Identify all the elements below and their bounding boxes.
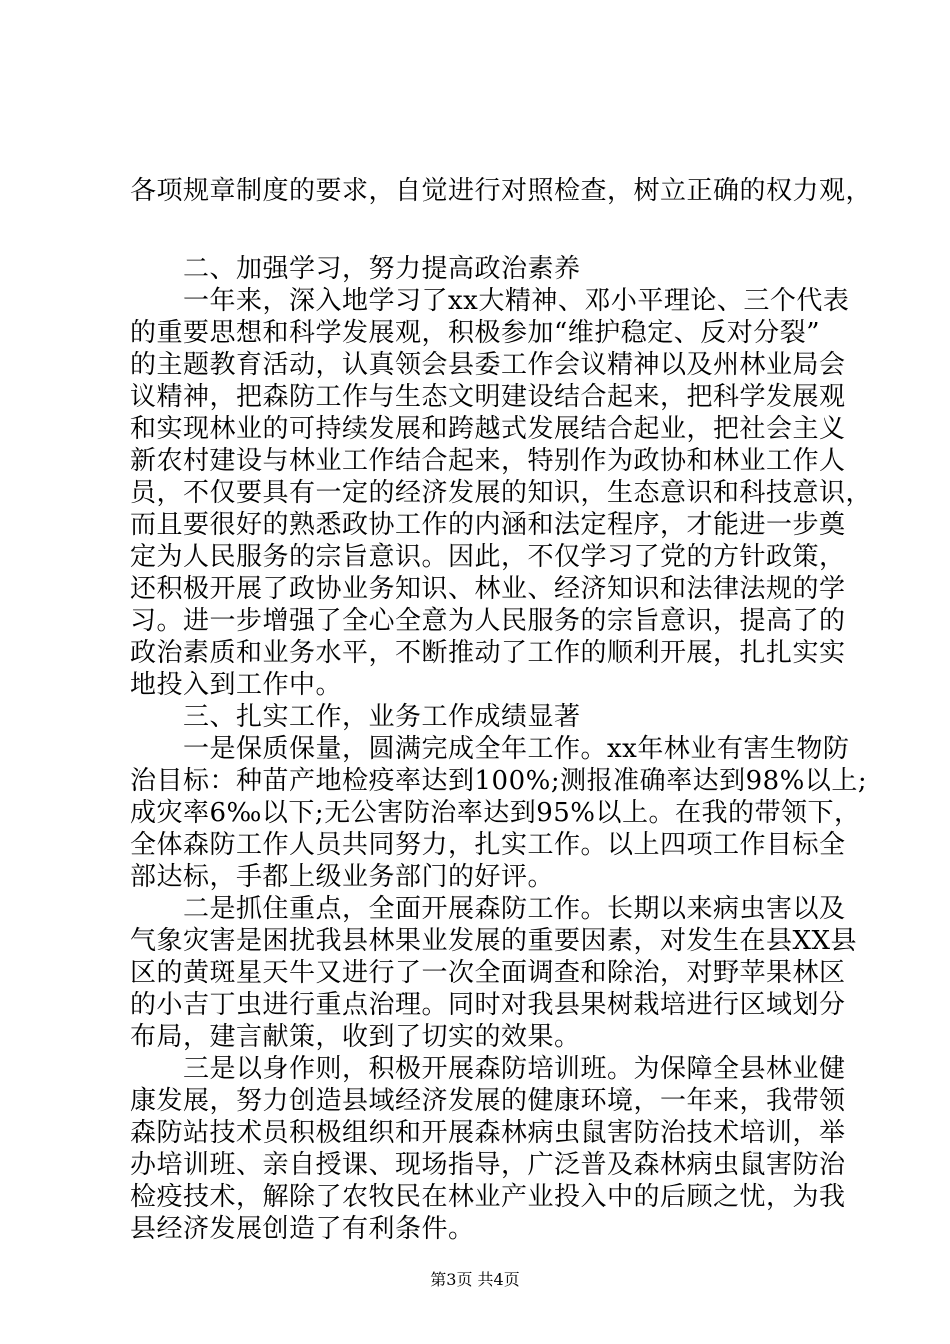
- text-line: 定为人民服务的宗旨意识。因此，不仅学习了党的方针政策，: [130, 542, 846, 572]
- text-line: 县经济发展创造了有利条件。: [130, 1214, 475, 1244]
- text-line: 地投入到工作中。: [130, 670, 343, 700]
- text-line: 还积极开展了政协业务知识、林业、经济知识和法律法规的学: [130, 574, 846, 604]
- text-line: 的小吉丁虫进行重点治理。同时对我县果树栽培进行区域划分: [130, 990, 846, 1020]
- text-line: 三是以身作则，积极开展森防培训班。为保障全县林业健: [130, 1054, 846, 1084]
- text-line: 一年来，深入地学习了xx大精神、邓小平理论、三个代表: [130, 286, 850, 316]
- text-line: 而且要很好的熟悉政协工作的内涵和法定程序，才能进一步奠: [130, 510, 846, 540]
- text-line: 森防站技术员积极组织和开展森林病虫鼠害防治技术培训，举: [130, 1118, 846, 1148]
- text-line: 成灾率6‰以下;无公害防治率达到95%以上。在我的带领下，: [130, 798, 861, 828]
- text-line: 议精神，把森防工作与生态文明建设结合起来，把科学发展观: [130, 382, 846, 412]
- paragraph-gap: [130, 207, 830, 253]
- text-line: 员，不仅要具有一定的经济发展的知识，生态意识和科技意识，: [130, 478, 873, 508]
- text-line: 区的黄斑星天牛又进行了一次全面调查和除治，对野苹果林区: [130, 958, 846, 988]
- text-line: 布局，建言献策，收到了切实的效果。: [130, 1022, 581, 1052]
- page-footer: [0, 1270, 950, 1290]
- text-line: 检疫技术，解除了农牧民在林业产业投入中的后顾之忧，为我: [130, 1182, 846, 1212]
- text-line: 部达标，手都上级业务部门的好评。: [130, 862, 555, 892]
- text-line: 各项规章制度的要求，自觉进行对照检查，树立正确的权力观，: [130, 176, 873, 206]
- text-line: 习。进一步增强了全心全意为人民服务的宗旨意识，提高了的: [130, 606, 846, 636]
- section-heading: 三、扎实工作，业务工作成绩显著: [130, 702, 581, 732]
- text-line: 二是抓住重点，全面开展森防工作。长期以来病虫害以及: [130, 894, 846, 924]
- text-line: 和实现林业的可持续发展和跨越式发展结合起业，把社会主义: [130, 414, 846, 444]
- page-number-label: 第3页 共4页: [430, 1270, 520, 1289]
- text-line: 的重要思想和科学发展观，积极参加“维护稳定、反对分裂”: [130, 318, 821, 348]
- section-heading: 二、加强学习，努力提高政治素养: [130, 254, 581, 284]
- text-line: 政治素质和业务水平，不断推动了工作的顺利开展，扎扎实实: [130, 638, 846, 668]
- text-line: 办培训班、亲自授课、现场指导，广泛普及森林病虫鼠害防治: [130, 1150, 846, 1180]
- text-line: 的主题教育活动，认真领会县委工作会议精神以及州林业局会: [130, 350, 846, 380]
- text-line: 全体森防工作人员共同努力，扎实工作。以上四项工作目标全: [130, 830, 846, 860]
- text-line: 康发展，努力创造县域经济发展的健康环境，一年来，我带领: [130, 1086, 846, 1116]
- text-line: 一是保质保量，圆满完成全年工作。xx年林业有害生物防: [130, 734, 850, 764]
- document-body: [130, 175, 873, 1245]
- text-line: 气象灾害是困扰我县林果业发展的重要因素，对发生在县XX县: [130, 926, 858, 956]
- text-line: 新农村建设与林业工作结合起来，特别作为政协和林业工作人: [130, 446, 846, 476]
- text-line: 治目标：种苗产地检疫率达到100%;测报准确率达到98%以上;: [130, 766, 868, 796]
